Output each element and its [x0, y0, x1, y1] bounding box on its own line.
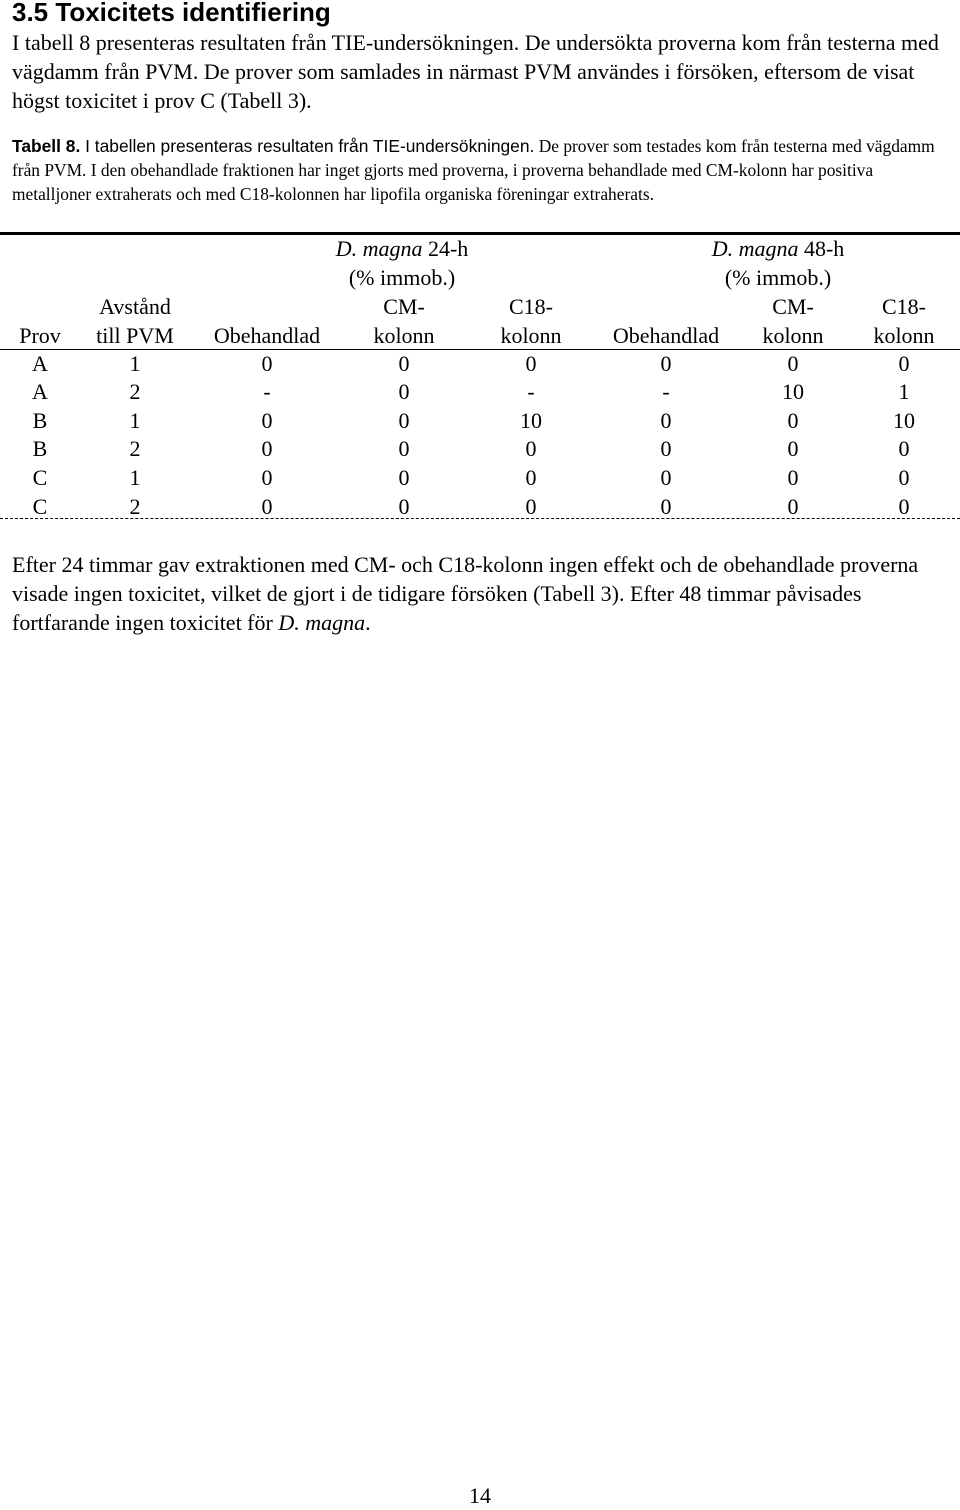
- table-cell: 0: [898, 436, 910, 461]
- table-cell: 0: [660, 351, 672, 376]
- table-cell: -: [263, 379, 271, 404]
- table-cell: 0: [525, 465, 537, 490]
- column-header-bottom: kolonn: [762, 323, 824, 348]
- intro-paragraph: I tabell 8 presenteras resultaten från TIE-undersökningen. De undersökta proverna kom från testerna med vägdamm från PVM. De prover som samlades in närmast PVM användes i försöken, eftersom de visat högst toxicitet i prov C (Tabell 3).: [12, 30, 939, 113]
- table-cell: 2: [129, 379, 141, 404]
- table-cell: B: [32, 408, 48, 433]
- after-text: Efter 24 timmar gav extraktionen med CM- och C18-kolonn ingen effekt och de obehandlade proverna visade ingen toxicitet, vilket de gjort i de tidigare försöken (Tabell 3). Efter 48 timmar påvisades fortfarande ingen toxicitet för: [12, 552, 919, 635]
- table-cell: -: [662, 379, 670, 404]
- group-unit-24h: (% immob.): [348, 265, 456, 290]
- table-cell: 0: [398, 465, 410, 490]
- table-cell: 10: [520, 408, 542, 433]
- table-cell: 10: [893, 408, 915, 433]
- table-cell: 0: [787, 408, 799, 433]
- column-header-bottom: Prov: [19, 323, 61, 348]
- table-cell: 10: [782, 379, 804, 404]
- table-cell: B: [32, 436, 48, 461]
- caption-rest: De prover som testades kom från testerna med vägdamm från PVM. I den obehandlade fraktionen har inget gjorts med proverna, i proverna behandlade med CM-kolonn har positiva metalljoner extraherats och med C18-kolonnen har lipofila organiska föreningar extraherats.: [12, 136, 935, 204]
- group-unit-48h: (% immob.): [724, 265, 832, 290]
- table-cell: 0: [525, 351, 537, 376]
- table-cell: C: [32, 494, 48, 519]
- column-header-bottom: Obehandlad: [612, 323, 720, 348]
- table-cell: 0: [398, 351, 410, 376]
- column-header-bottom: kolonn: [500, 323, 562, 348]
- table-cell: 0: [261, 494, 273, 519]
- table-caption: [12, 134, 956, 206]
- table-cell: 0: [525, 436, 537, 461]
- table-cell: -: [527, 379, 535, 404]
- table-cell: 0: [525, 494, 537, 519]
- table-cell: 0: [787, 465, 799, 490]
- group-species: D. magna: [711, 236, 799, 261]
- table-cell: 2: [129, 436, 141, 461]
- group-header-24h: [302, 235, 502, 263]
- table-cell: 0: [261, 351, 273, 376]
- table-cell: 1: [129, 465, 141, 490]
- table-cell: 0: [660, 494, 672, 519]
- column-header-top: Avstånd: [99, 294, 171, 319]
- table-cell: 0: [660, 465, 672, 490]
- table-cell: 1: [129, 408, 141, 433]
- table-cell: 1: [129, 351, 141, 376]
- table-cell: 0: [261, 408, 273, 433]
- group-species: D. magna: [335, 236, 423, 261]
- column-header-bottom: kolonn: [873, 323, 935, 348]
- column-header-bottom: kolonn: [373, 323, 435, 348]
- after-end: .: [365, 610, 371, 635]
- table-cell: 0: [898, 351, 910, 376]
- table-cell: 0: [398, 408, 410, 433]
- column-header-top: CM-: [772, 294, 814, 319]
- caption-label: Tabell 8.: [12, 136, 81, 156]
- table-cell: 1: [898, 379, 910, 404]
- table-cell: 0: [398, 494, 410, 519]
- section-heading: 3.5 Toxicitets identifiering: [12, 0, 331, 27]
- table-cell: 0: [398, 436, 410, 461]
- table-cell: 2: [129, 494, 141, 519]
- column-header-top: CM-: [383, 294, 425, 319]
- column-header-bottom: Obehandlad: [213, 323, 321, 348]
- after-paragraph: [12, 550, 952, 637]
- table-cell: 0: [787, 494, 799, 519]
- table-cell: 0: [898, 494, 910, 519]
- table-cell: 0: [787, 436, 799, 461]
- column-header-bottom: till PVM: [96, 323, 174, 348]
- group-duration: 24-h: [422, 236, 469, 261]
- table-cell: 0: [660, 436, 672, 461]
- table-cell: C: [32, 465, 48, 490]
- table-bottom-rule: [0, 518, 960, 519]
- table-cell: 0: [261, 465, 273, 490]
- table-cell: 0: [660, 408, 672, 433]
- caption-text: I tabellen presenteras resultaten från TIE-undersökningen.: [80, 136, 535, 156]
- table-cell: A: [32, 379, 48, 404]
- after-species: D. magna: [278, 610, 366, 635]
- column-header-top: C18-: [509, 294, 553, 319]
- table-cell: A: [32, 351, 48, 376]
- group-header-48h: [678, 235, 878, 263]
- table-cell: 0: [398, 379, 410, 404]
- table-cell: 0: [898, 465, 910, 490]
- column-header-top: C18-: [882, 294, 926, 319]
- table-cell: 0: [787, 351, 799, 376]
- group-duration: 48-h: [798, 236, 845, 261]
- page-number: 14: [469, 1483, 491, 1508]
- table-cell: 0: [261, 436, 273, 461]
